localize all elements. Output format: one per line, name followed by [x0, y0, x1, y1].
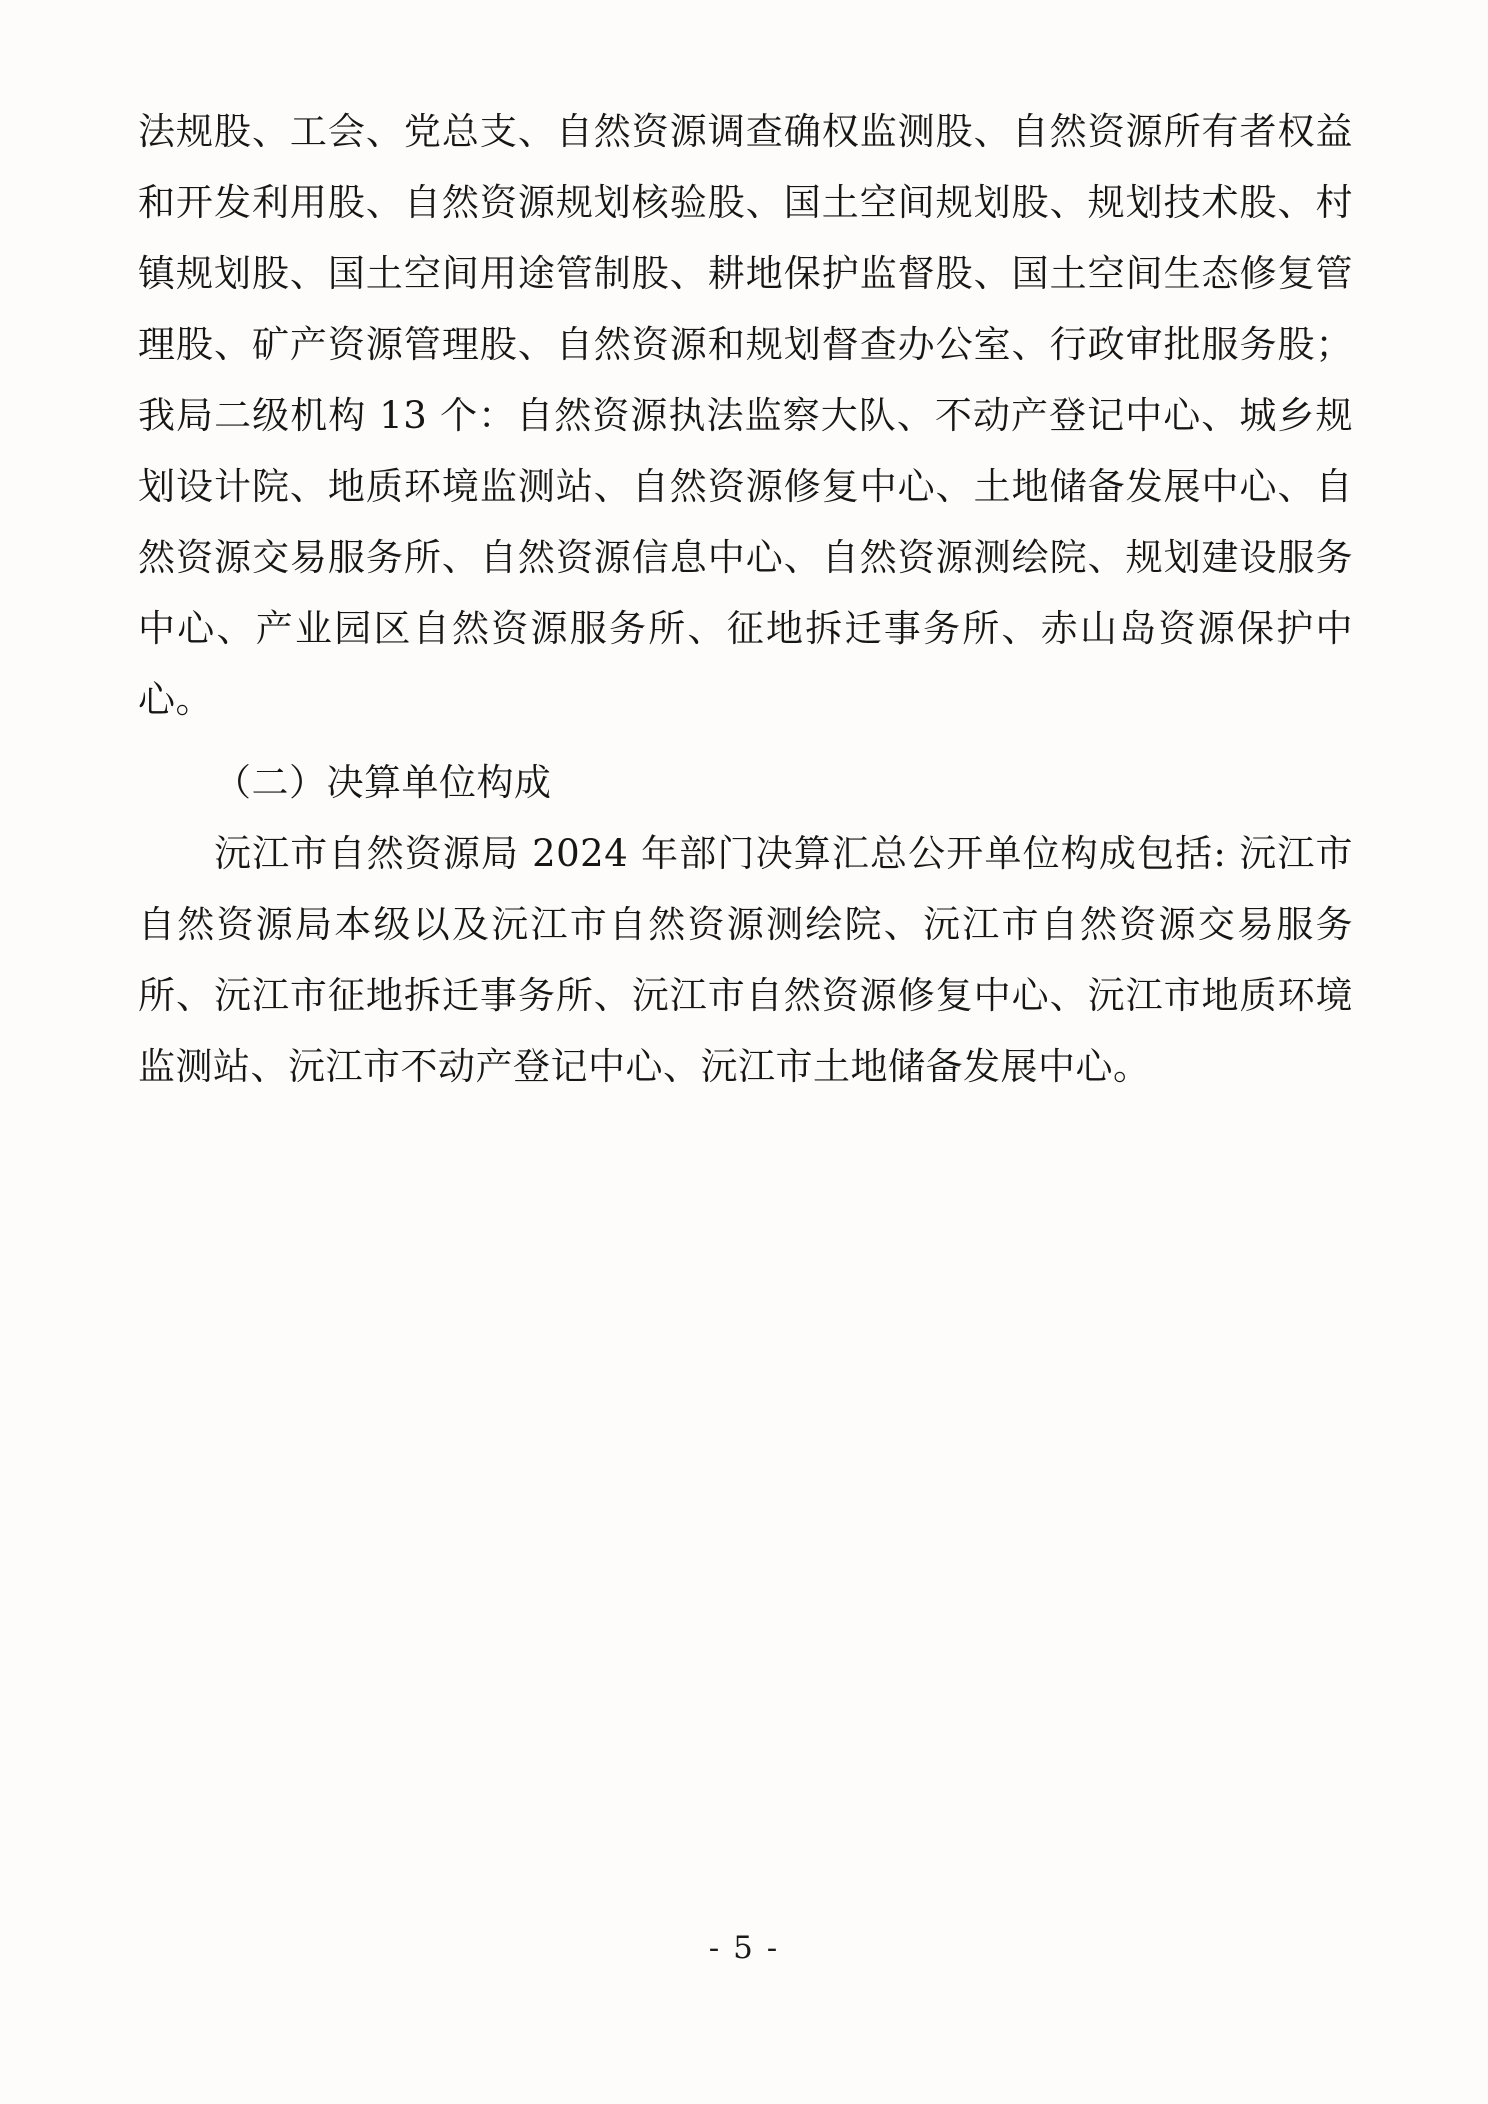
paragraph-org-structure: 法规股、工会、党总支、自然资源调查确权监测股、自然资源所有者权益和开发利用股、自然资源规划核验股、国土空间规划股、规划技术股、村镇规划股、国土空间用途管制股、耕地保护监督股、国土空间生态修复管理股、矿产资源管理股、自然资源和规划督查办公室、行政审批服务股；我局二级机构 13 个：自然资源执法监察大队、不动产登记中心、城乡规划设计院、地质环境监测站、自然资源修复中心、土地储备发展中心、自然资源交易服务所、自然资源信息中心、自然资源测绘院、规划建设服务中心、产业园区自然资源服务所、征地拆迁事务所、赤山岛资源保护中心。 [138, 110, 1353, 721]
paragraph-section-body: 沅江市自然资源局 2024 年部门决算汇总公开单位构成包括: 沅江市自然资源局本级以及沅江市自然资源测绘院、沅江市自然资源交易服务所、沅江市征地拆迁事务所、沅江市自然资源修复中心、沅江市地质环境监测站、沅江市不动产登记中心、沅江市土地储备发展中心。 [138, 832, 1353, 1088]
paragraph-spacer [138, 735, 1353, 745]
page-number: - 5 - [708, 1930, 780, 1966]
section-heading: （二）决算单位构成 [214, 761, 552, 804]
page-content [138, 96, 1353, 1102]
